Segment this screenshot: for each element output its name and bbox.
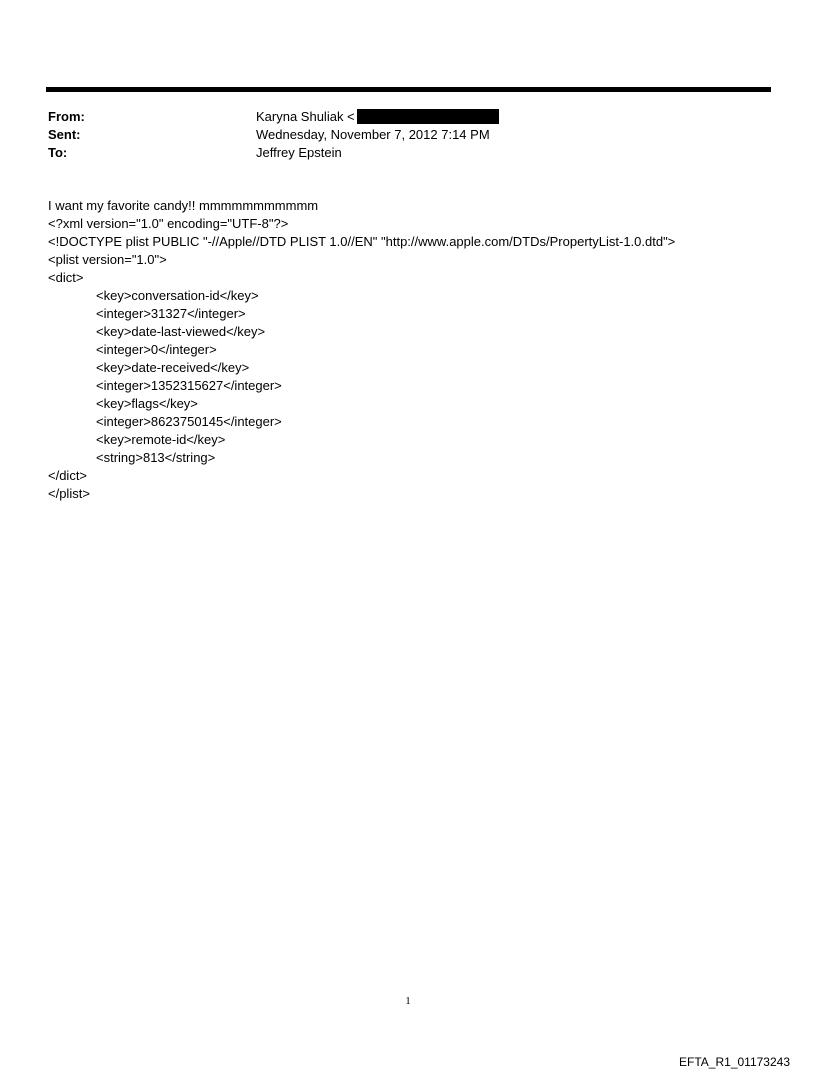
- email-header: [48, 108, 748, 162]
- document-id: EFTA_R1_01173243: [679, 1055, 790, 1069]
- body-line: </plist>: [48, 486, 90, 501]
- body-line: <?xml version="1.0" encoding="UTF-8"?>: [48, 216, 289, 231]
- from-row: [48, 108, 748, 126]
- to-label: To:: [48, 145, 68, 160]
- body-line: <dict>: [48, 270, 84, 285]
- email-body: [48, 197, 778, 503]
- body-line: <key>remote-id</key>: [96, 432, 226, 447]
- redaction-box: [357, 109, 499, 124]
- body-line: <string>813</string>: [96, 450, 216, 465]
- header-rule: [46, 87, 771, 92]
- from-value: [256, 108, 499, 126]
- body-line: <!DOCTYPE plist PUBLIC "-//Apple//DTD PLIST 1.0//EN" "http://www.apple.com/DTDs/PropertyList-1.0.dtd">: [48, 234, 676, 249]
- sent-value: Wednesday, November 7, 2012 7:14 PM: [256, 127, 490, 142]
- body-line: <key>conversation-id</key>: [96, 288, 259, 303]
- body-line: <key>date-last-viewed</key>: [96, 324, 266, 339]
- body-line: <integer>1352315627</integer>: [96, 378, 282, 393]
- sent-label: Sent:: [48, 127, 81, 142]
- body-line: </dict>: [48, 468, 88, 483]
- from-label: From:: [48, 109, 85, 124]
- body-line: <integer>31327</integer>: [96, 306, 246, 321]
- page-number: 1: [405, 995, 411, 1007]
- sent-row: [48, 126, 748, 144]
- body-line: <key>date-received</key>: [96, 360, 250, 375]
- body-line: <key>flags</key>: [96, 396, 198, 411]
- body-line: <integer>0</integer>: [96, 342, 217, 357]
- to-value: Jeffrey Epstein: [256, 145, 342, 160]
- body-line: <plist version="1.0">: [48, 252, 167, 267]
- body-line: I want my favorite candy!! mmmmmmmmmmm: [48, 198, 319, 213]
- to-row: [48, 144, 748, 162]
- body-line: <integer>8623750145</integer>: [96, 414, 282, 429]
- from-sender: Karyna Shuliak <: [256, 109, 355, 124]
